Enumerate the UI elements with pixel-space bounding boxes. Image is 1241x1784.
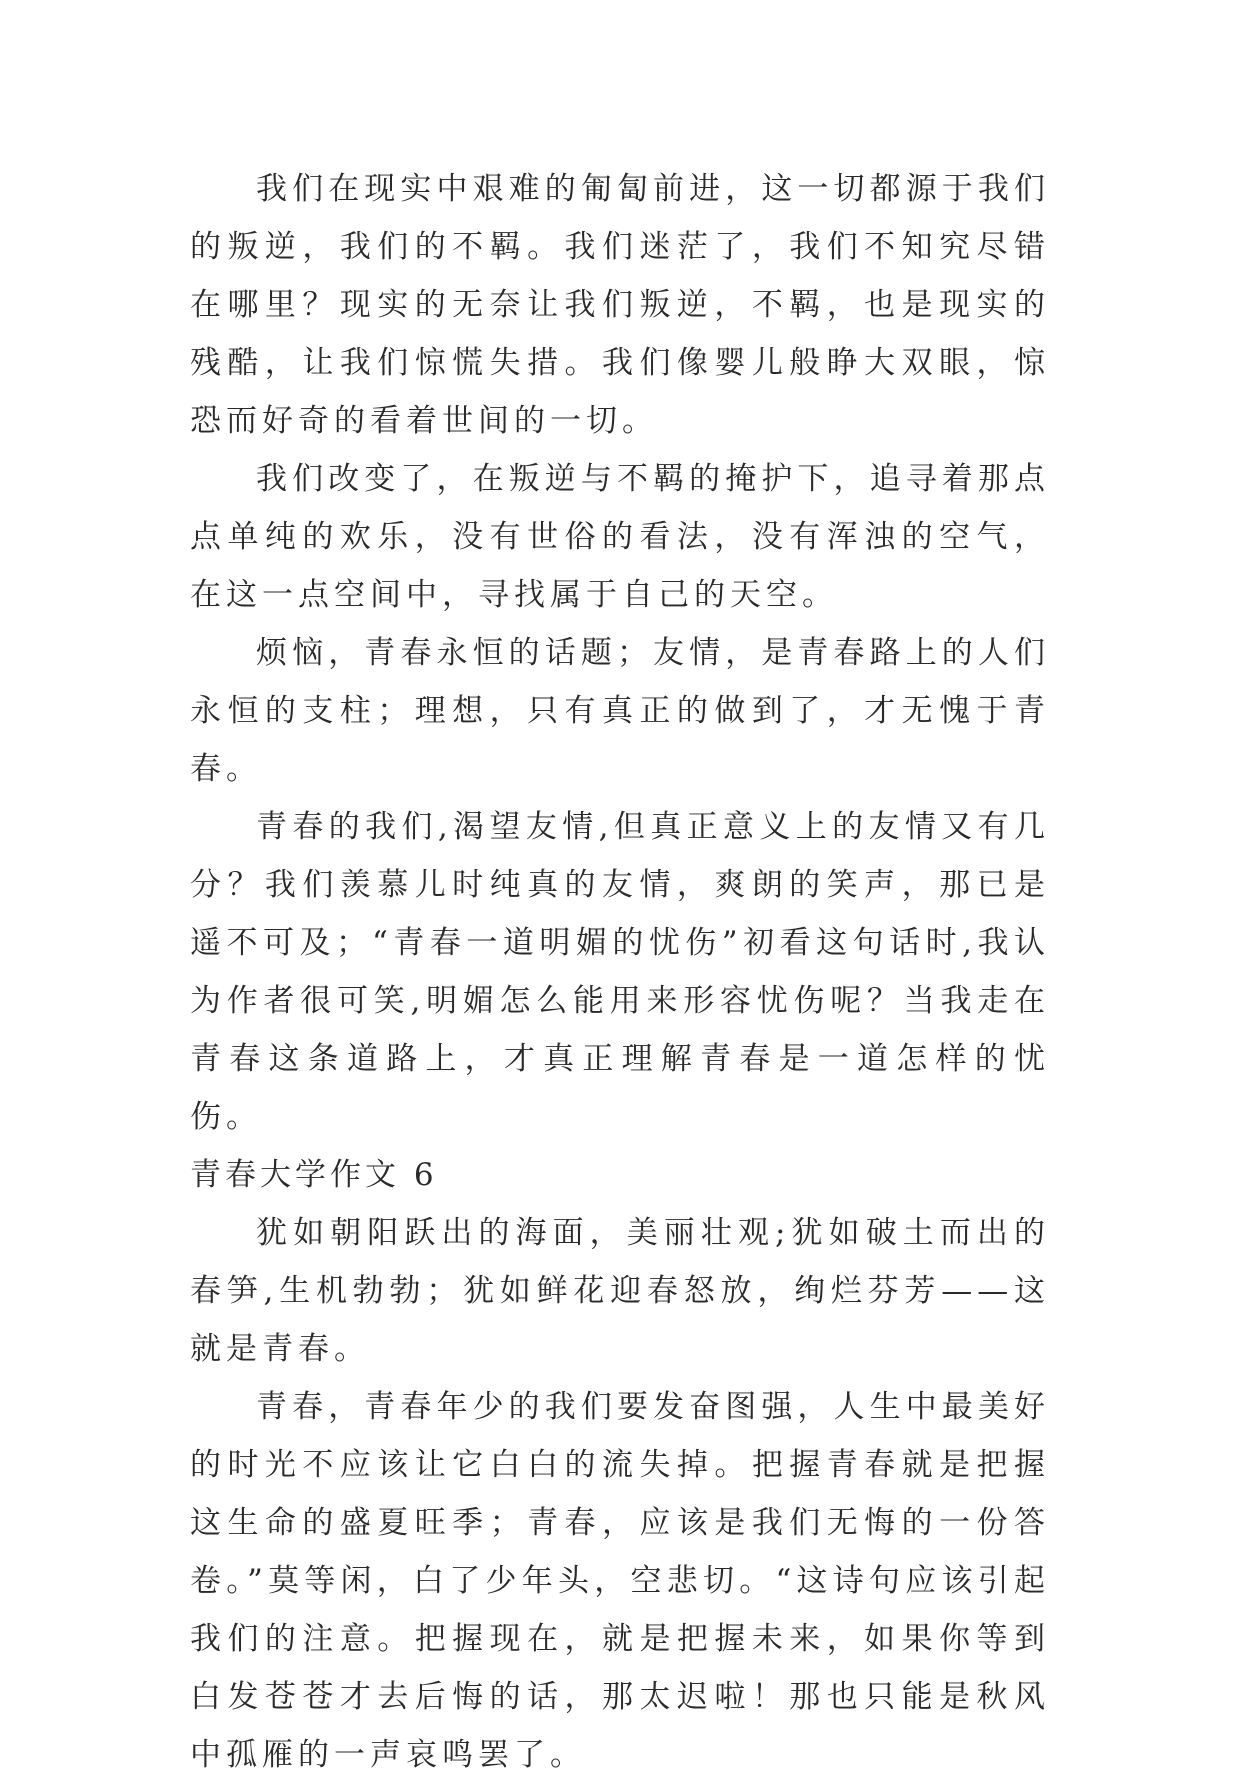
paragraph-friendship: 青春的我们,渴望友情,但真正意义上的友情又有几分？我们羡慕儿时纯真的友情，爽朗的笑声，那已是遥不可及；“青春一道明媚的忧伤”初看这句话时,我认为作者很可笑,明媚怎么能用来形容忧伤呢？当我走在青春这条道路上，才真正理解青春是一道怎样的忧伤。: [190, 809, 1050, 1135]
paragraph-youth-simile: 犹如朝阳跃出的海面，美丽壮观;犹如破土而出的春笋,生机勃勃；犹如鲜花迎春怒放，绚烂芬芳——这就是青春。: [190, 1215, 1050, 1367]
paragraph-reality: 我们在现实中艰难的匍匐前进，这一切都源于我们的叛逆，我们的不羁。我们迷茫了，我们不知究尽错在哪里？现实的无奈让我们叛逆，不羁，也是现实的残酷，让我们惊慌失措。我们像婴儿般睁大双眼，惊恐而好奇的看着世间的一切。: [190, 171, 1050, 439]
paragraph-change: 我们改变了，在叛逆与不羁的掩护下，追寻着那点点单纯的欢乐，没有世俗的看法，没有浑浊的空气，在这一点空间中，寻找属于自己的天空。: [190, 461, 1050, 613]
section-title: 青春大学作文 6: [190, 1157, 438, 1193]
paragraph-seize-youth: 青春，青春年少的我们要发奋图强，人生中最美好的时光不应该让它白白的流失掉。把握青春就是把握这生命的盛夏旺季；青春，应该是我们无悔的一份答卷。”莫等闲，白了少年头，空悲切。“这诗句应该引起我们的注意。把握现在，就是把握未来，如果你等到白发苍苍才去后悔的话，那太迟啦！那也只能是秋风中孤雁的一声哀鸣罢了。: [190, 1389, 1050, 1773]
document-page: [190, 160, 1050, 1784]
paragraph-worries: 烦恼，青春永恒的话题；友情，是青春路上的人们永恒的支柱；理想，只有真正的做到了，才无愧于青春。: [190, 635, 1050, 787]
